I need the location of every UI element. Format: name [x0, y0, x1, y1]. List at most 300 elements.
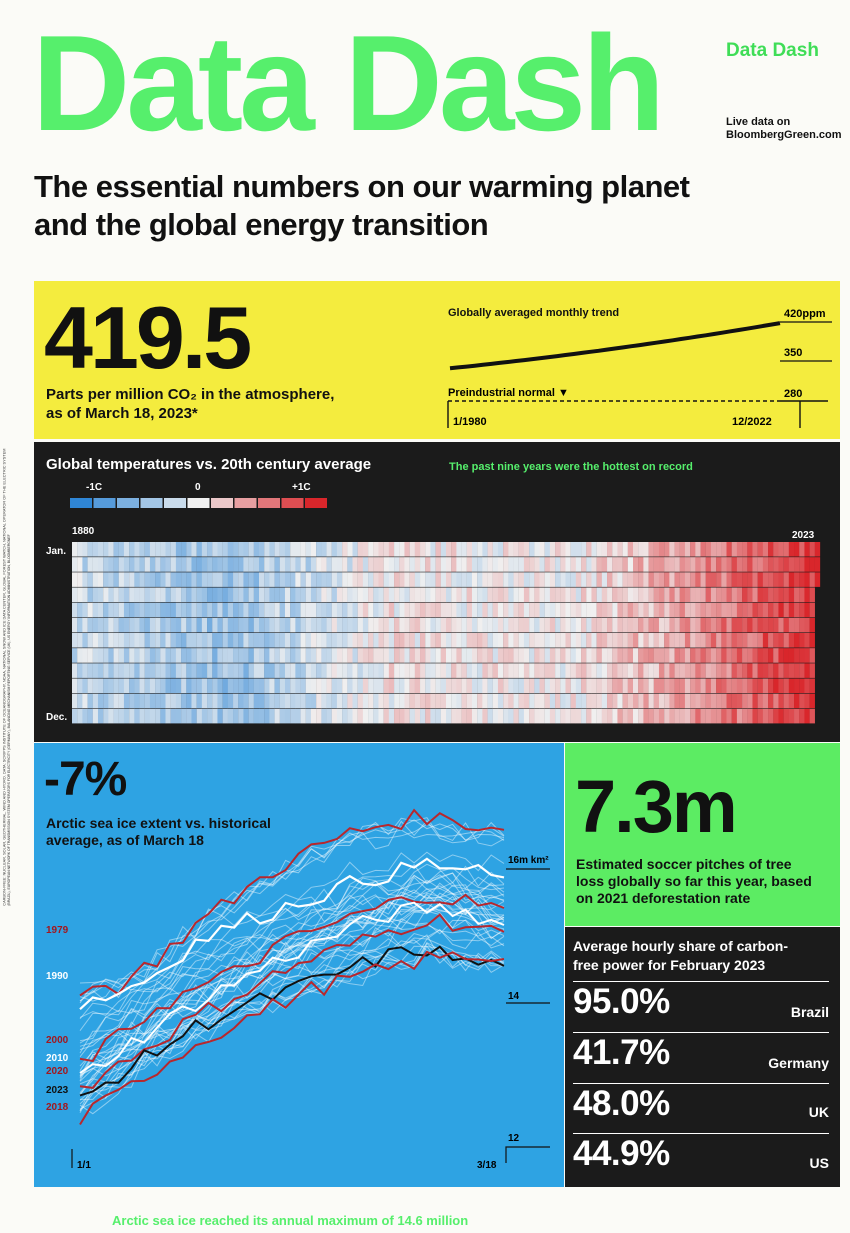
heatmap-cell: [93, 572, 98, 587]
heatmap-cell: [441, 633, 446, 648]
heatmap-cell: [212, 618, 217, 633]
heatmap-cell: [498, 603, 503, 618]
heatmap-cell: [675, 679, 680, 694]
heatmap-cell: [389, 557, 394, 572]
heatmap-cell: [337, 633, 342, 648]
heatmap-cell: [363, 663, 368, 678]
heatmap-cell: [711, 557, 716, 572]
heatmap-cell: [508, 603, 513, 618]
heatmap-cell: [597, 542, 602, 557]
heatmap-cell: [441, 588, 446, 603]
heatmap-cell: [197, 603, 202, 618]
heatmap-cell: [88, 633, 93, 648]
heatmap-cell: [545, 648, 550, 663]
heatmap-cell: [410, 663, 415, 678]
heatmap-cell: [784, 542, 789, 557]
heatmap-cell: [493, 709, 498, 724]
heatmap-cell: [368, 542, 373, 557]
heatmap-cell: [628, 633, 633, 648]
heatmap-cell: [88, 542, 93, 557]
heatmap-cell: [597, 618, 602, 633]
heatmap-cell: [607, 618, 612, 633]
heatmap-cell: [711, 633, 716, 648]
heatmap-cell: [342, 572, 347, 587]
heatmap-cell: [186, 648, 191, 663]
heatmap-cell: [124, 542, 129, 557]
heatmap-cell: [721, 663, 726, 678]
heatmap-cell: [410, 618, 415, 633]
heatmap-cell: [77, 572, 82, 587]
heatmap-cell: [441, 572, 446, 587]
heatmap-cell: [737, 603, 742, 618]
heatmap-cell: [727, 572, 732, 587]
heatmap-cell: [534, 542, 539, 557]
heatmap-cell: [160, 618, 165, 633]
heatmap-cell: [243, 679, 248, 694]
heatmap-cell: [441, 618, 446, 633]
heatmap-cell: [576, 663, 581, 678]
heatmap-cell: [477, 648, 482, 663]
heatmap-cell: [768, 633, 773, 648]
heatmap-cell: [316, 648, 321, 663]
heatmap-cell: [675, 542, 680, 557]
heatmap-cell: [420, 618, 425, 633]
heatmap-cell: [758, 633, 763, 648]
heatmap-cell: [737, 633, 742, 648]
heatmap-cell: [327, 572, 332, 587]
heatmap-cell: [373, 542, 378, 557]
heatmap-cell: [784, 633, 789, 648]
heatmap-cell: [451, 603, 456, 618]
heatmap-cell: [643, 648, 648, 663]
heatmap-cell: [701, 603, 706, 618]
heatmap-cell: [451, 709, 456, 724]
heatmap-cell: [799, 542, 804, 557]
heatmap-cell: [451, 542, 456, 557]
heatmap-cell: [155, 557, 160, 572]
heatmap-cell: [186, 572, 191, 587]
heatmap-cell: [534, 557, 539, 572]
heatmap-cell: [659, 709, 664, 724]
heatmap-cell: [212, 542, 217, 557]
heatmap-cell: [498, 648, 503, 663]
heatmap-cell: [332, 663, 337, 678]
heatmap-cell: [368, 618, 373, 633]
heatmap-cell: [259, 557, 264, 572]
heatmap-cell: [295, 618, 300, 633]
heatmap-cell: [430, 648, 435, 663]
heatmap-cell: [269, 603, 274, 618]
heatmap-cell: [176, 572, 181, 587]
heatmap-cell: [628, 557, 633, 572]
heatmap-cell: [275, 709, 280, 724]
ice-series-line-2018: [80, 952, 504, 1125]
heatmap-cell: [737, 663, 742, 678]
heatmap-cell: [171, 588, 176, 603]
heatmap-cell: [114, 557, 119, 572]
heatmap-cell: [145, 618, 150, 633]
co2-caption-line-1: Parts per million CO₂ in the atmosphere,: [46, 386, 335, 403]
heatmap-cell: [327, 694, 332, 709]
heatmap-cell: [290, 603, 295, 618]
heatmap-cell: [363, 648, 368, 663]
heatmap-cell: [732, 648, 737, 663]
heatmap-cell: [799, 633, 804, 648]
co2-trend-chart: [440, 300, 840, 430]
heatmap-cell: [467, 557, 472, 572]
heatmap-cell: [103, 679, 108, 694]
heatmap-cell: [384, 694, 389, 709]
heatmap-cell: [633, 663, 638, 678]
heatmap-cell: [441, 603, 446, 618]
heatmap-cell: [545, 694, 550, 709]
heatmap-cell: [571, 633, 576, 648]
heatmap-cell: [493, 694, 498, 709]
heatmap-cell: [321, 663, 326, 678]
heatmap-cell: [586, 663, 591, 678]
heatmap-cell: [498, 618, 503, 633]
heatmap-cell: [472, 588, 477, 603]
heatmap-cell: [503, 709, 508, 724]
heatmap-cell: [176, 618, 181, 633]
co2-trend-line: [450, 323, 780, 368]
heatmap-cell: [555, 679, 560, 694]
heatmap-cell: [649, 663, 654, 678]
heatmap-cell: [399, 542, 404, 557]
co2-reference-label: Preindustrial normal ▼: [448, 387, 569, 399]
heatmap-cell: [223, 709, 228, 724]
heatmap-cell: [337, 648, 342, 663]
heatmap-cell: [358, 618, 363, 633]
heatmap-cell: [685, 603, 690, 618]
heatmap-cell: [72, 557, 77, 572]
heatmap-cell: [404, 618, 409, 633]
heatmap-cell: [467, 709, 472, 724]
heatmap-cell: [259, 572, 264, 587]
heatmap-cell: [690, 542, 695, 557]
credits-line-1: CARBON-FREE: NUCLEAR, SOLAR, GEOTHERMAL, WIND AND HYDRO. DATA: SCRIPPS INSTITUTE OF OCEANOGRAPHY, NOAA, NATIONAL SNOW AND ICE DATA CENTER, GLOBAL FOREST WATCH, NATIONAL OPERATOR OF THE ELECTRIC SYSTEM: [2, 466, 7, 906]
heatmap-cell: [129, 572, 134, 587]
heatmap-cell: [643, 588, 648, 603]
heatmap-cell: [337, 663, 342, 678]
heatmap-cell: [654, 618, 659, 633]
heatmap-last-month: Dec.: [46, 712, 68, 723]
heatmap-cell: [306, 572, 311, 587]
ice-x-start: 1/1: [77, 1160, 91, 1171]
heatmap-cell: [389, 663, 394, 678]
heatmap-cell: [430, 588, 435, 603]
heatmap-cell: [778, 709, 783, 724]
heatmap-cell: [565, 618, 570, 633]
heatmap-cell: [581, 663, 586, 678]
heatmap-cell: [617, 633, 622, 648]
heatmap-cell: [269, 679, 274, 694]
heatmap-cell: [108, 709, 113, 724]
heatmap-cell: [680, 648, 685, 663]
heatmap-cell: [311, 648, 316, 663]
heatmap-cell: [301, 603, 306, 618]
heatmap-cell: [503, 557, 508, 572]
heatmap-cell: [88, 557, 93, 572]
footer-text: Arctic sea ice reached its annual maximum of 14.6 million: [112, 1213, 469, 1228]
heatmap-cell: [758, 603, 763, 618]
carbon-free-value: 44.9%: [573, 1134, 670, 1173]
heatmap-cell: [259, 709, 264, 724]
heatmap-cell: [114, 679, 119, 694]
heatmap-cell: [706, 542, 711, 557]
heatmap-cell: [410, 588, 415, 603]
heatmap-cell: [565, 709, 570, 724]
heatmap-cell: [181, 588, 186, 603]
heatmap-cell: [103, 572, 108, 587]
heatmap-cell: [166, 542, 171, 557]
heatmap-cell: [347, 557, 352, 572]
heatmap-cell: [742, 557, 747, 572]
heatmap-cell: [88, 618, 93, 633]
heatmap-cell: [446, 709, 451, 724]
heatmap-cell: [98, 618, 103, 633]
heatmap-cell: [98, 572, 103, 587]
heatmap-cell: [784, 648, 789, 663]
heatmap-cell: [98, 679, 103, 694]
heatmap-cell: [191, 648, 196, 663]
heatmap-cell: [358, 694, 363, 709]
ice-background-line: [80, 823, 504, 1001]
heatmap-cell: [680, 588, 685, 603]
heatmap-cell: [659, 694, 664, 709]
heatmap-cell: [669, 679, 674, 694]
heatmap-cell: [540, 618, 545, 633]
heatmap-cell: [727, 618, 732, 633]
heatmap-cell: [145, 679, 150, 694]
heatmap-cell: [612, 572, 617, 587]
heatmap-cell: [477, 588, 482, 603]
heatmap-cell: [752, 588, 757, 603]
heatmap-cell: [488, 618, 493, 633]
heatmap-cell: [420, 694, 425, 709]
heatmap-cell: [228, 557, 233, 572]
heatmap-cell: [758, 709, 763, 724]
heatmap-cell: [519, 663, 524, 678]
heatmap-cell: [114, 572, 119, 587]
heatmap-cell: [321, 542, 326, 557]
heatmap-cell: [664, 709, 669, 724]
heatmap-cell: [306, 588, 311, 603]
heatmap-cell: [368, 557, 373, 572]
heatmap-cell: [716, 709, 721, 724]
heatmap-cell: [498, 542, 503, 557]
heatmap-cell: [103, 709, 108, 724]
heatmap-cell: [202, 572, 207, 587]
heatmap-cell: [275, 588, 280, 603]
heatmap-cell: [565, 679, 570, 694]
heatmap-cell: [285, 709, 290, 724]
heatmap-cell: [337, 618, 342, 633]
heatmap-cell: [581, 618, 586, 633]
heatmap-cell: [649, 542, 654, 557]
heatmap-cell: [280, 603, 285, 618]
heatmap-cell: [264, 709, 269, 724]
heatmap-cell: [752, 603, 757, 618]
heatmap-cell: [534, 679, 539, 694]
heatmap-cell: [98, 542, 103, 557]
heatmap-cell: [108, 633, 113, 648]
heatmap-cell: [612, 633, 617, 648]
heatmap-cell: [550, 663, 555, 678]
heatmap-cell: [482, 663, 487, 678]
heatmap-cell: [581, 709, 586, 724]
heatmap-cell: [514, 694, 519, 709]
heatmap-cell: [285, 633, 290, 648]
heatmap-cell: [529, 557, 534, 572]
heatmap-cell: [290, 709, 295, 724]
heatmap-cell: [742, 694, 747, 709]
heatmap-cell: [337, 557, 342, 572]
heatmap-cell: [233, 603, 238, 618]
heatmap-cell: [249, 648, 254, 663]
heatmap-cell: [425, 542, 430, 557]
heatmap-cell: [628, 588, 633, 603]
heatmap-cell: [420, 603, 425, 618]
heatmap-cell: [82, 603, 87, 618]
heatmap-cell: [524, 633, 529, 648]
heatmap-cell: [706, 694, 711, 709]
heatmap-cell: [430, 572, 435, 587]
heatmap-cell: [259, 588, 264, 603]
legend-label-cold: -1C: [86, 482, 103, 493]
heatmap-cell: [124, 557, 129, 572]
heatmap-cell: [140, 709, 145, 724]
heatmap-cell: [301, 663, 306, 678]
heatmap-cell: [93, 603, 98, 618]
heatmap-cell: [342, 588, 347, 603]
heatmap-cell: [768, 663, 773, 678]
heatmap-cell: [238, 618, 243, 633]
heatmap-cell: [617, 603, 622, 618]
heatmap-cell: [477, 603, 482, 618]
heatmap-cell: [472, 542, 477, 557]
heatmap-cell: [238, 588, 243, 603]
heatmap-cell: [675, 633, 680, 648]
heatmap-cell: [430, 603, 435, 618]
heatmap-cell: [342, 663, 347, 678]
heatmap-cell: [404, 542, 409, 557]
heatmap-cell: [311, 633, 316, 648]
heatmap-cell: [560, 709, 565, 724]
heatmap-cell: [794, 679, 799, 694]
heatmap-cell: [472, 663, 477, 678]
heatmap-cell: [508, 557, 513, 572]
heatmap-cell: [550, 542, 555, 557]
heatmap-cell: [675, 588, 680, 603]
heatmap-cell: [140, 679, 145, 694]
heatmap-cell: [134, 663, 139, 678]
heatmap-cell: [295, 709, 300, 724]
heatmap-cell: [197, 618, 202, 633]
heatmap-cell: [586, 588, 591, 603]
heatmap-cell: [275, 557, 280, 572]
heatmap-cell: [701, 633, 706, 648]
heatmap-cell: [628, 542, 633, 557]
heatmap-cell: [384, 618, 389, 633]
heatmap-cell: [789, 663, 794, 678]
heatmap-cell: [643, 663, 648, 678]
heatmap-cell: [591, 679, 596, 694]
heatmap-cell: [420, 663, 425, 678]
heatmap-cell: [721, 588, 726, 603]
heatmap-cell: [727, 542, 732, 557]
heatmap-cell: [306, 679, 311, 694]
heatmap-cell: [649, 679, 654, 694]
heatmap-cell: [643, 694, 648, 709]
heatmap-cell: [82, 572, 87, 587]
heatmap-cell: [404, 557, 409, 572]
heatmap-cell: [295, 694, 300, 709]
heatmap-cell: [425, 618, 430, 633]
heatmap-cell: [114, 588, 119, 603]
heatmap-cell: [540, 694, 545, 709]
heatmap-cell: [768, 618, 773, 633]
tree-loss-caption-line-1: Estimated soccer pitches of tree: [576, 856, 792, 872]
heatmap-cell: [493, 588, 498, 603]
heatmap-cell: [560, 694, 565, 709]
heatmap-cell: [202, 588, 207, 603]
heatmap-cell: [732, 618, 737, 633]
heatmap-cell: [160, 663, 165, 678]
heatmap-cell: [129, 603, 134, 618]
heatmap-cell: [311, 542, 316, 557]
heatmap-cell: [612, 694, 617, 709]
heatmap-cell: [259, 542, 264, 557]
heatmap-cell: [534, 709, 539, 724]
heatmap-cell: [493, 557, 498, 572]
heatmap-cell: [524, 709, 529, 724]
heatmap-cell: [415, 709, 420, 724]
heatmap-cell: [778, 588, 783, 603]
heatmap-cell: [799, 572, 804, 587]
heatmap-cell: [488, 709, 493, 724]
ice-series-label-2000: 2000: [46, 1035, 69, 1046]
heatmap-cell: [134, 709, 139, 724]
heatmap-cell: [254, 618, 259, 633]
heatmap-cell: [711, 679, 716, 694]
heatmap-cell: [327, 648, 332, 663]
heatmap-cell: [763, 557, 768, 572]
heatmap-cell: [441, 709, 446, 724]
heatmap-cell: [695, 663, 700, 678]
heatmap-cell: [643, 679, 648, 694]
heatmap-cell: [171, 679, 176, 694]
heatmap-cell: [337, 679, 342, 694]
heatmap-cell: [223, 588, 228, 603]
heatmap-cell: [649, 618, 654, 633]
heatmap-cell: [669, 694, 674, 709]
heatmap-cell: [259, 648, 264, 663]
heatmap-cell: [472, 633, 477, 648]
heatmap-cell: [623, 542, 628, 557]
heatmap-cell: [727, 679, 732, 694]
heatmap-cell: [451, 557, 456, 572]
heatmap-cell: [503, 663, 508, 678]
heatmap-cell: [721, 618, 726, 633]
heatmap-cell: [384, 557, 389, 572]
heatmap-cell: [571, 679, 576, 694]
heatmap-cell: [166, 648, 171, 663]
heatmap-cell: [238, 694, 243, 709]
heatmap-cell: [493, 648, 498, 663]
heatmap-cell: [108, 679, 113, 694]
heatmap-cell: [176, 694, 181, 709]
